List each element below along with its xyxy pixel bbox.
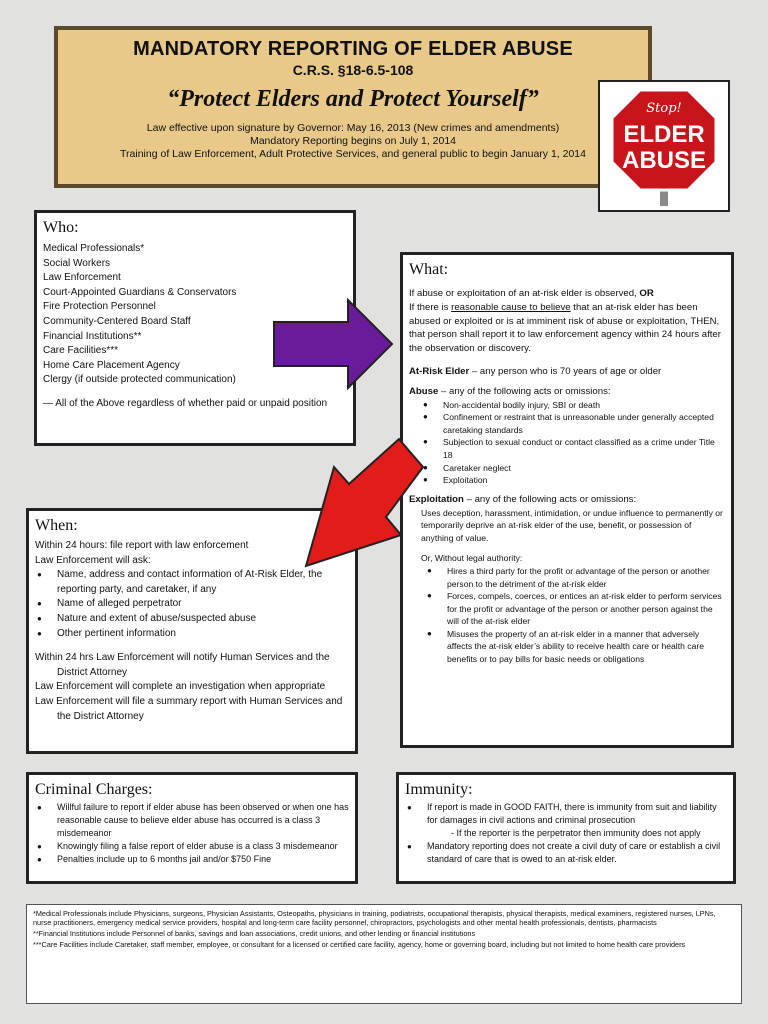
what-body [403,279,731,666]
right-arrow-icon [270,296,400,392]
header-banner [54,26,652,188]
list-item: ● Confinement or restraint that is unreasonable under generally accepted caretaking standards [421,411,725,436]
who-item: Clergy (if outside protected communication) [43,374,236,386]
training-line: Training of Law Enforcement, Adult Protective Services, and general public to begin January 1, 2014 [120,148,586,160]
at-risk-definition [409,365,725,379]
sign-stop-text: Stop! [646,101,682,116]
immunity-list [399,799,733,866]
at-risk-label: At-Risk Elder [409,365,470,377]
what-intro [409,287,725,356]
when-line: Within 24 hours: file report with law enforcement [35,540,249,551]
who-item: Care Facilities*** [43,345,119,357]
list-item: ● Hires a third party for the profit or advantage of the person or another person to the detriment of the at-risk elder [425,565,725,590]
list-item: ● Other pertinent information [35,627,349,642]
sign-line2: ABUSE [621,147,707,174]
who-note: — All of the Above regardless of whether paid or unpaid position [43,397,328,409]
at-risk-text: – any person who is 70 years of age or older [469,365,662,377]
when-after-line: Within 24 hrs Law Enforcement will notify Human Services and the District Attorney [35,652,330,678]
criminal-charges-list [29,799,355,866]
what-title: What: [409,261,449,278]
list-item: ● Non-accidental bodily injury, SBI or death [421,399,725,412]
footnote-financial: **Financial Institutions include Personnel of banks, savings and loan associations, credit unions, and other lending or financial institutions [33,929,476,938]
abuse-label: Abuse [409,385,439,397]
list-item: ● Name, address and contact information of At-Risk Elder, the reporting party, and caretaker, if any [35,568,349,597]
exploitation-text: – any of the following acts or omissions: [463,493,637,505]
list-item: ● Penalties include up to 6 months jail and/or $750 Fine [35,853,349,866]
list-item: ● Misuses the property of an at-risk elder in a manner that adversely affects the at-risk elder’s ability to receive health care or health care benefits or to pay bills for basic needs or obligations [425,628,725,666]
who-item: Financial Institutions** [43,330,142,342]
elder-abuse-sign [598,80,730,212]
exploitation-definition [409,493,725,507]
footnote-medical: *Medical Professionals include Physicians, surgeons, Physician Assistants, Osteopaths, physicians in training, podiatrists, occupational therapists, physical therapists, medical examiners, registered nurses, LPNs, nurse practitioners, emergency medical service providers, hospital and long-term care facility personnel, chiropractors, psychologists and other mental health professionals, dentists, pharmacists [33,909,716,927]
footnote-care: ***Care Facilities include Caretaker, staff member, employee, or consultant for a licensed or certified care facility, agency, home or governing board, including but not limited to home health care providers [33,940,686,949]
exploitation-label: Exploitation [409,493,464,505]
who-item: Community-Centered Board Staff [43,315,191,327]
immunity-sub-item: - If the reporter is the perpetrator then immunity does not apply [451,828,701,838]
effective-date-line: Law effective upon signature by Governor: May 16, 2013 (New crimes and amendments) [146,122,560,134]
page-title: MANDATORY REPORTING OF ELDER ABUSE [133,38,573,60]
down-left-arrow-icon [296,428,428,580]
immunity-title: Immunity: [405,781,473,798]
list-item: ● Willful failure to report if elder abuse has been observed or when one has reasonable cause to believe elder abuse has occurred is a class 3 misdemeanor [35,801,349,840]
footnotes [26,904,742,1004]
who-item: Court-Appointed Guardians & Conservators [43,286,237,298]
header-info [58,122,648,161]
immunity-box [396,772,736,884]
when-title: When: [35,517,78,534]
what-or: OR [639,288,654,299]
list-item: ● Mandatory reporting does not create a civil duty of care or establish a civil standard of care that is owed to an at-risk elder. [405,840,727,866]
when-after-line: Law Enforcement will file a summary report with Human Services and the District Attorney [35,695,343,722]
sign-line1: ELDER [623,121,705,148]
abuse-text: – any of the following acts or omissions: [438,385,611,397]
criminal-charges-box [26,772,358,884]
without-authority-label: Or, Without legal authority: [421,553,523,564]
what-box [400,252,734,748]
who-item: Medical Professionals* [43,243,145,254]
when-after [35,651,349,724]
reasonable-cause: reasonable cause to believe [451,301,571,313]
list-item: ● Nature and extent of abuse/suspected abuse [35,612,349,627]
statute-reference: C.R.S. §18-6.5-108 [292,62,414,78]
list-item: ● Subjection to sexual conduct or contact classified as a crime under Title 18 [421,436,725,461]
reporting-start-line: Mandatory Reporting begins on July 1, 2014 [249,135,457,147]
what-intro-text: that an at-risk elder has been abused or exploited or is at imminent risk of abuse or exploitation, THEN, that person shall report it to law enforcement agency within 24 hours after the observation or discovery. [409,301,721,355]
list-item: ● Exploitation [421,474,725,487]
list-item: ● If report is made in GOOD FAITH, there is immunity from suit and liability for damages in civil actions and criminal prosecution [405,801,727,827]
what-intro-text: If abuse or exploitation of an at-risk elder is observed, [409,288,640,299]
list-item: ● Knowingly filing a false report of elder abuse is a class 3 misdemeanor [35,840,349,853]
who-item: Law Enforcement [43,272,121,284]
without-authority-list [409,565,725,666]
list-item: ● Caretaker neglect [421,462,725,475]
abuse-definition [409,385,725,399]
who-item: Fire Protection Personnel [43,301,156,313]
what-intro-text: If there is [409,301,452,313]
who-item: Home Care Placement Agency [43,359,180,371]
slogan: “Protect Elders and Protect Yourself” [167,86,539,112]
criminal-charges-title: Criminal Charges: [35,781,153,798]
who-title: Who: [43,219,79,236]
when-line: Law Enforcement will ask: [35,554,151,566]
when-after-line: Law Enforcement will complete an investigation when appropriate [35,681,326,693]
list-item: ● Forces, compels, coerces, or entices an at-risk elder to perform services for the profit or advantage of the person or another person against the will of the at-risk elder [425,590,725,628]
exploitation-description: Uses deception, harassment, intimidation, or undue influence to permanently or temporarily deprive an at-risk elder of the use, benefit, or possession of anything of value. [421,507,723,543]
list-item: ● Name of alleged perpetrator [35,597,349,612]
abuse-list [409,399,725,487]
who-item: Social Workers [43,257,111,269]
stop-sign-icon [600,82,728,210]
